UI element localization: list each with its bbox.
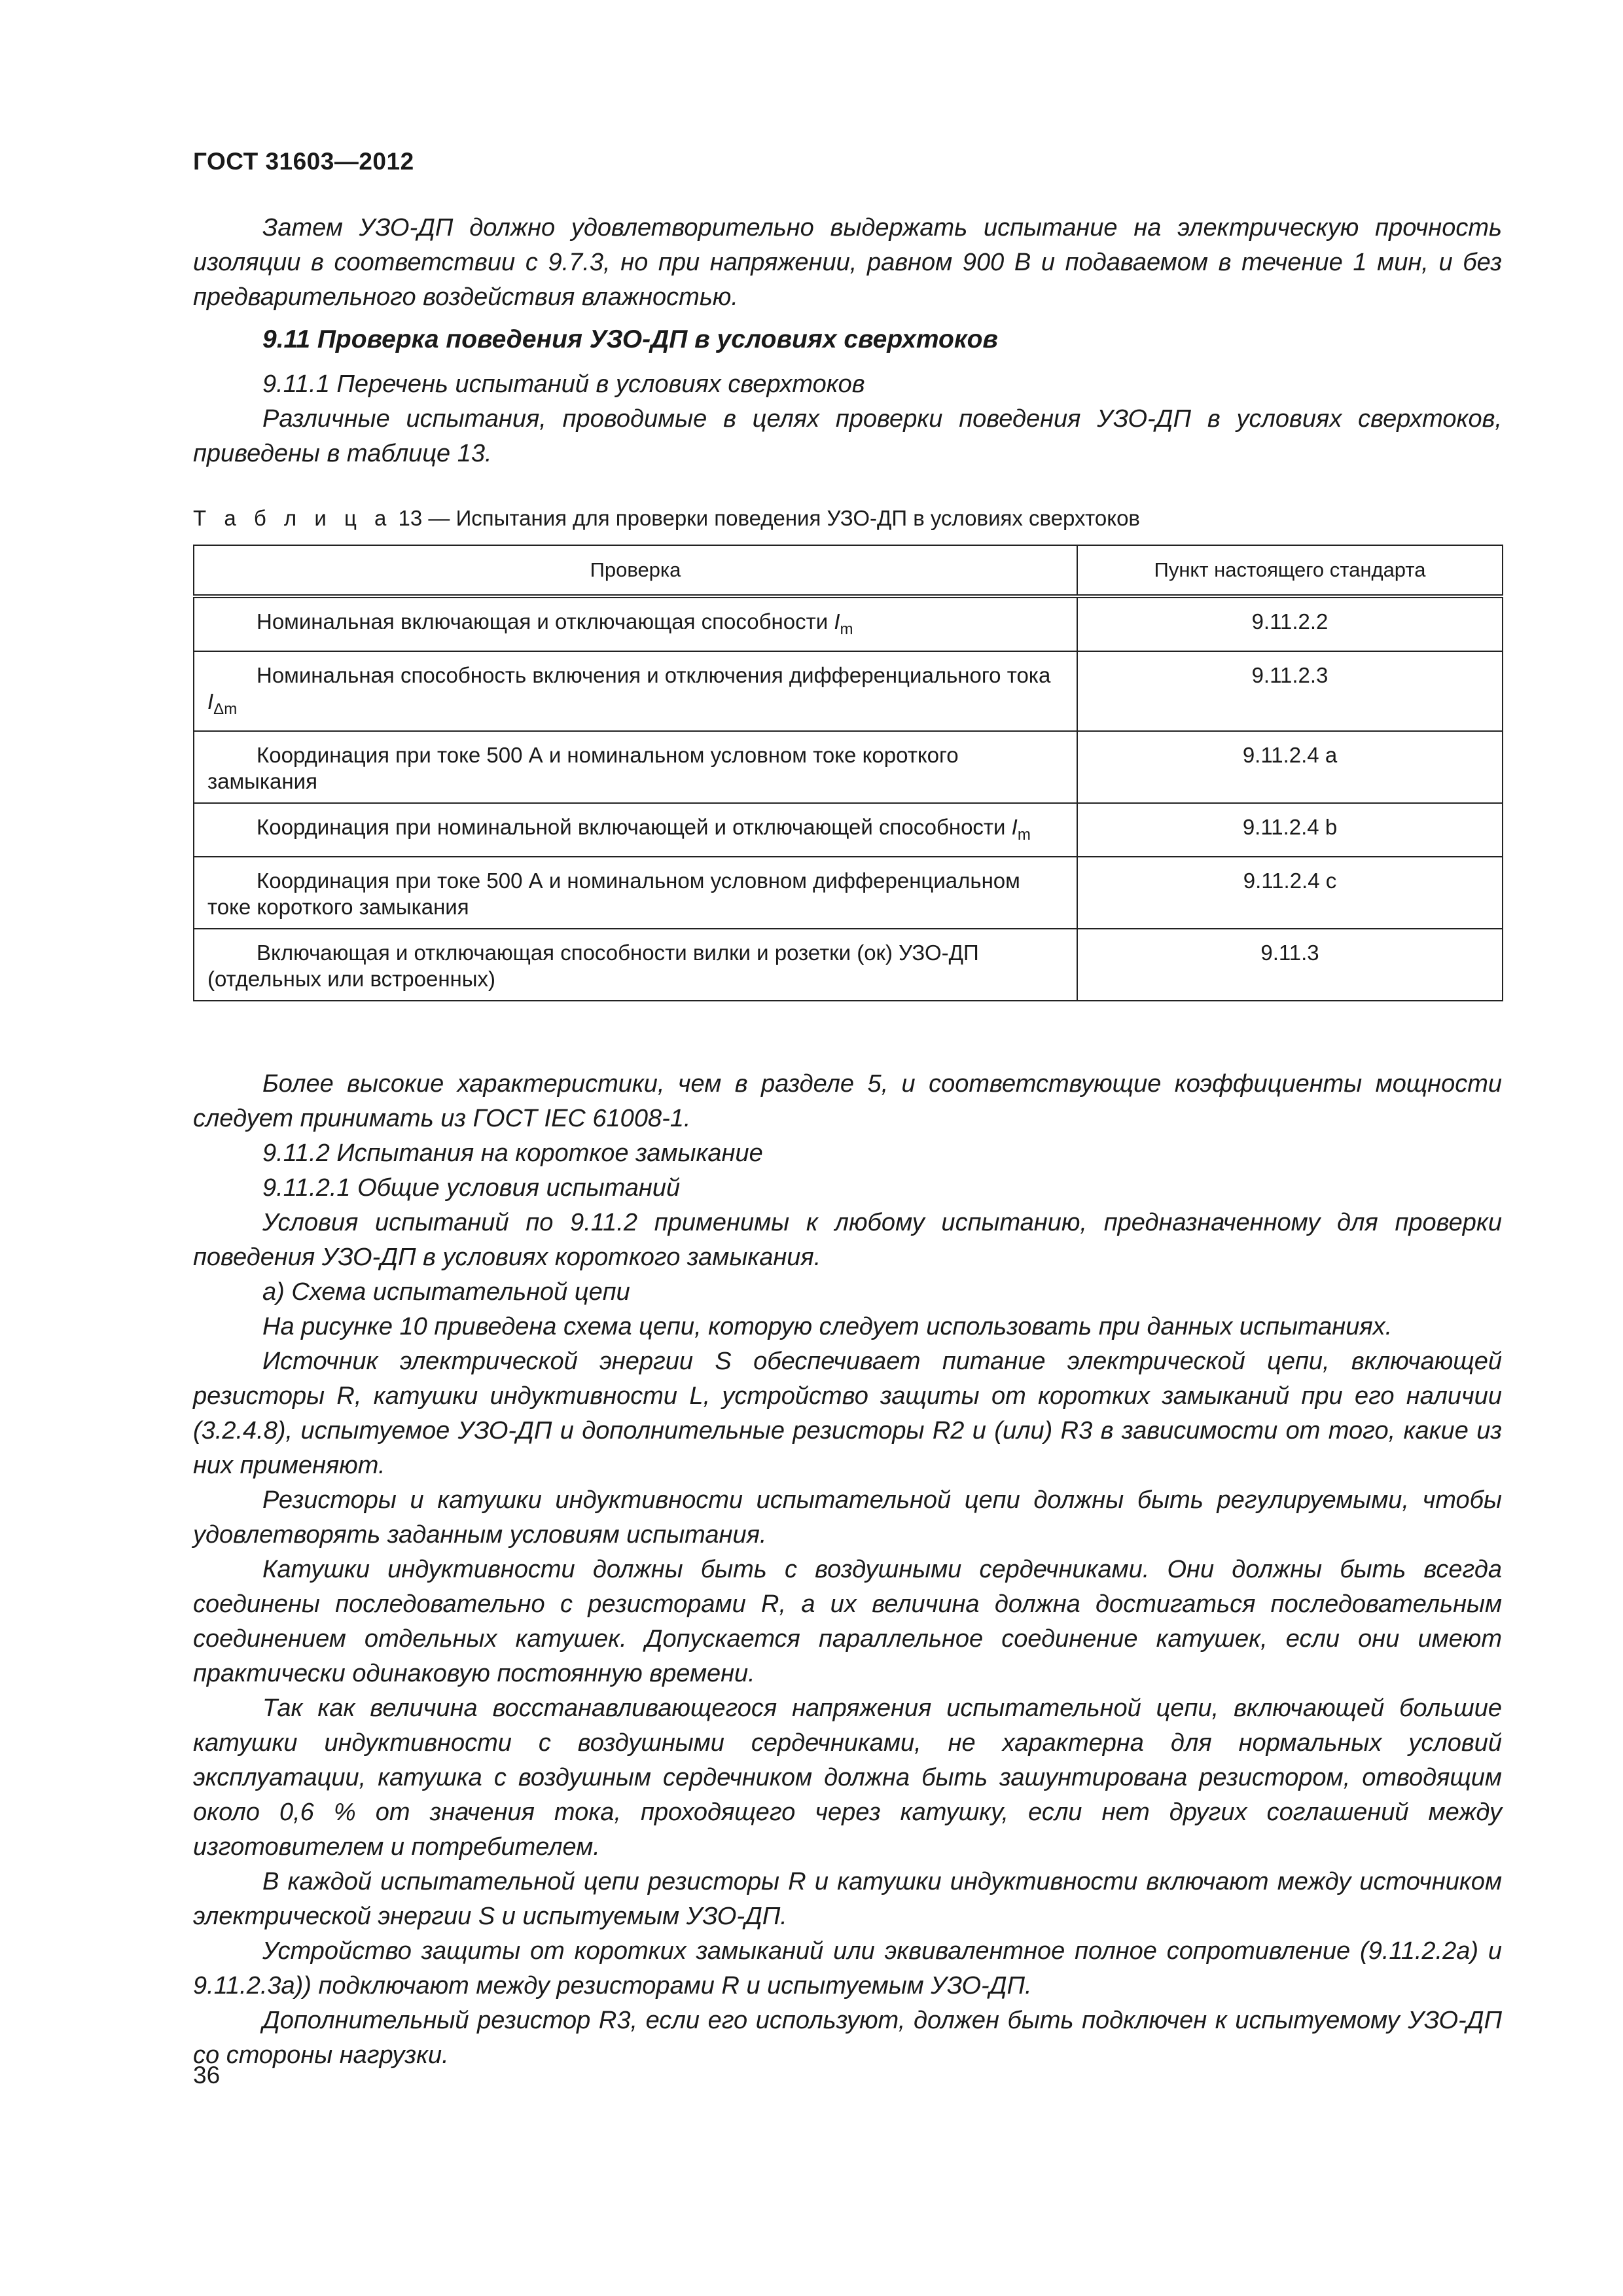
list-item: а) Схема испытательной цепи <box>262 1278 630 1306</box>
body-paragraph: Резисторы и катушки индуктивности испытательной цепи должны быть регулируемыми, чтобы удовлетворять заданным условиям испытания. <box>193 1486 1502 1549</box>
body-paragraph: Устройство защиты от коротких замыканий или эквивалентное полное сопротивление (9.11.2.2а) и 9.11.2.3а)) подключают между резисторами R и испытуемым УЗО-ДП. <box>193 1937 1502 2000</box>
page-number: 36 <box>193 2062 221 2089</box>
document-code-header: ГОСТ 31603—2012 <box>193 148 414 175</box>
intro-paragraph: Затем УЗО-ДП должно удовлетворительно выдержать испытание на электрическую прочность изоляции в соответствии с 9.7.3, но при напряжении, равном 900 В и подаваемом в течение 1 мин, и без предварительного воздействия влажностью. <box>193 214 1502 311</box>
table-row <box>194 929 1503 1001</box>
cell-check: Координация при токе 500 А и номинальном условном токе короткого замыкания <box>194 731 1077 803</box>
header-clause: Пункт настоящего стандарта <box>1077 545 1503 596</box>
cell-clause: 9.11.2.3 <box>1077 651 1503 731</box>
cell-check: Номинальная включающая и отключающая способности $I_m$ <box>194 596 1077 651</box>
table-row <box>194 651 1503 731</box>
clause-heading: 9.11.2.1 Общие условия испытаний <box>262 1174 681 1202</box>
section-title: 9.11 Проверка поведения УЗО-ДП в условиях сверхтоков <box>262 325 998 353</box>
body-text-block <box>193 1067 1502 2073</box>
body-paragraph: Более высокие характеристики, чем в разделе 5, и соответствующие коэффициенты мощности следует принимать из ГОСТ IEC 61008-1. <box>193 1070 1502 1132</box>
cell-clause: 9.11.2.4 c <box>1077 857 1503 929</box>
table-caption-text: 13 — Испытания для проверки поведения УЗО-ДП в условиях сверхтоков <box>392 506 1140 530</box>
table-row <box>194 803 1503 857</box>
cell-check: Координация при номинальной включающей и отключающей способности $I_m$ <box>194 803 1077 857</box>
subsection-paragraph: Различные испытания, проводимые в целях проверки поведения УЗО-ДП в условиях сверхтоков, приведены в таблице 13. <box>193 405 1502 467</box>
body-paragraph: В каждой испытательной цепи резисторы R и катушки индуктивности включают между источником электрической энергии S и испытуемым УЗО-ДП. <box>193 1868 1502 1930</box>
table-row <box>194 731 1503 803</box>
clause-heading: 9.11.2 Испытания на короткое замыкание <box>262 1139 763 1167</box>
cell-clause: 9.11.3 <box>1077 929 1503 1001</box>
body-paragraph: Условия испытаний по 9.11.2 применимы к любому испытанию, предназначенному для проверки поведения УЗО-ДП в условиях короткого замыкания. <box>193 1209 1502 1271</box>
body-paragraph: Катушки индуктивности должны быть с воздушными сердечниками. Они должны быть всегда соединены последовательно с резисторами R, а их величина должна достигаться последовательным соединением отдельных катушек. Допускается параллельное соединение катушек, если они имеют практически одинаковую постоянную времени. <box>193 1556 1502 1687</box>
body-paragraph: На рисунке 10 приведена схема цепи, которую следует использовать при данных испытаниях. <box>262 1313 1393 1340</box>
table-caption-prefix: Т а б л и ц а <box>193 506 393 530</box>
subsection-title: 9.11.1 Перечень испытаний в условиях сверхтоков <box>262 370 865 398</box>
body-paragraph: Источник электрической энергии S обеспечивает питание электрической цепи, включающей резисторы R, катушки индуктивности L, устройство защиты от коротких замыканий при его наличии (3.2.4.8), испытуемое УЗО-ДП и дополнительные резисторы R2 и (или) R3 в зависимости от того, какие из них применяют. <box>193 1348 1502 1479</box>
cell-clause: 9.11.2.4 a <box>1077 731 1503 803</box>
body-paragraph: Так как величина восстанавливающегося напряжения испытательной цепи, включающей большие катушки индуктивности с воздушными сердечниками, не характерна для нормальных условий эксплуатации, катушка с воздушным сердечником должна быть зашунтирована резистором, отводящим около 0,6 % от значения тока, проходящего через катушку, если нет других соглашений между изготовителем и потребителем. <box>193 1695 1502 1861</box>
table-caption <box>193 505 1140 531</box>
table-row <box>194 857 1503 929</box>
cell-check: Координация при токе 500 А и номинальном условном дифференциальном токе короткого замыкания <box>194 857 1077 929</box>
table-row <box>194 596 1503 651</box>
tests-table <box>193 545 1503 1001</box>
body-paragraph: Дополнительный резистор R3, если его используют, должен быть подключен к испытуемому УЗО-ДП со стороны нагрузки. <box>193 2007 1502 2069</box>
cell-check: Включающая и отключающая способности вилки и розетки (ок) УЗО-ДП (отдельных или встроенных) <box>194 929 1077 1001</box>
cell-clause: 9.11.2.2 <box>1077 596 1503 651</box>
cell-clause: 9.11.2.4 b <box>1077 803 1503 857</box>
table-header-row <box>194 545 1503 596</box>
intro-block <box>193 211 1502 471</box>
cell-check: Номинальная способность включения и отключения дифференциального тока $I_{\Delta m}$ <box>194 651 1077 731</box>
header-check: Проверка <box>194 545 1077 596</box>
